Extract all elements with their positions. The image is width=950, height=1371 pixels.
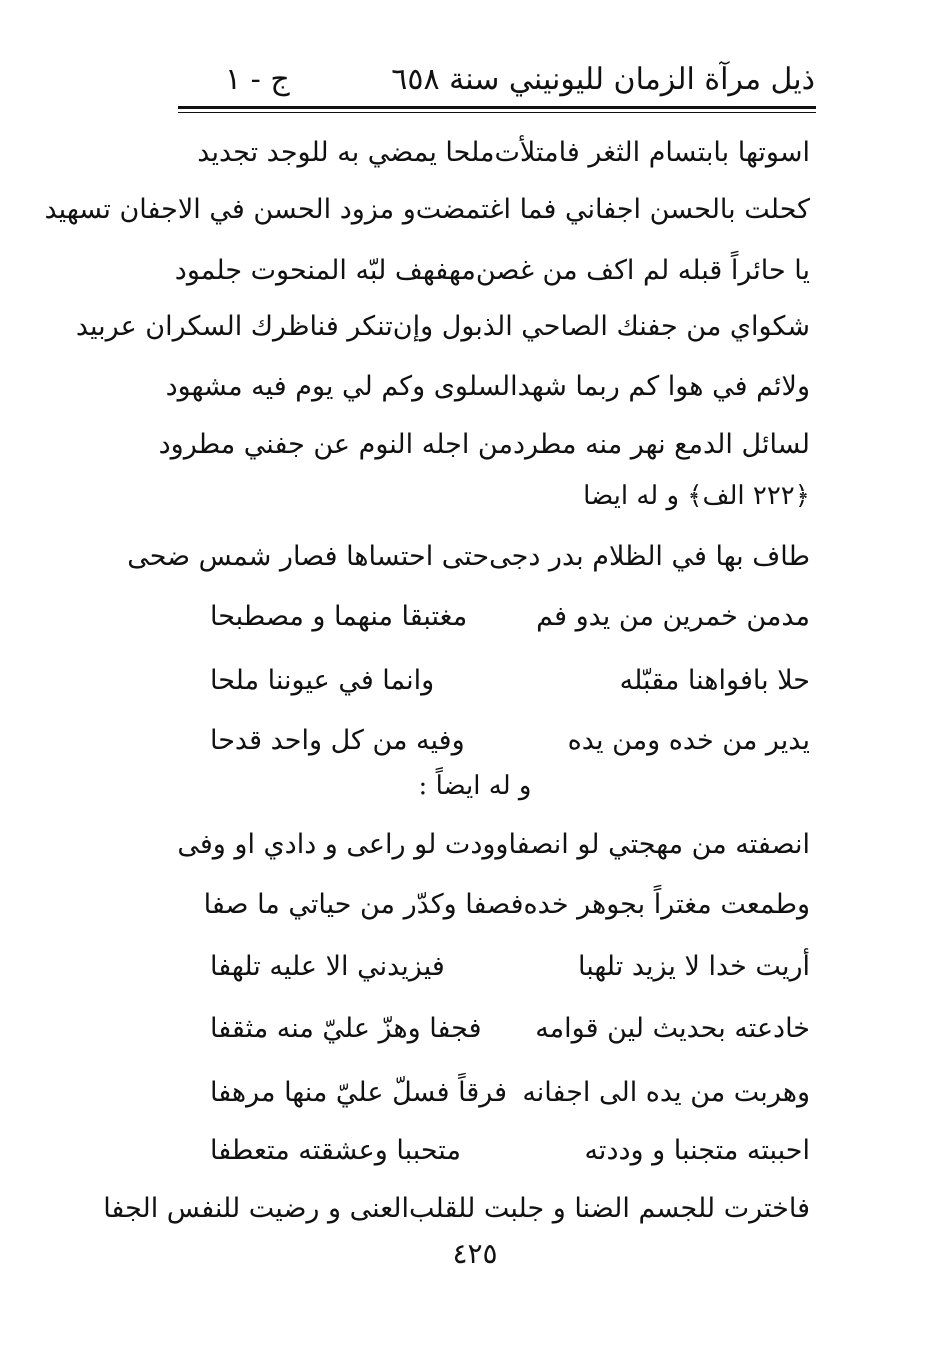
verse-line [210,656,810,706]
verse-first-half: طاف بها في الظلام بدر دجى [489,541,810,572]
verse-first-half: خادعته بحديث لين قوامه [535,1013,810,1044]
verse-line [165,362,810,412]
verse-second-half: ملحا يمضي به للوجد تجديد [197,137,495,168]
verse-line [210,592,810,642]
verse-second-half: و مزود الحسن في الاجفان تسهيد [44,194,416,225]
verse-line [158,420,810,470]
folio-caption-line [583,478,810,514]
verse-line [197,128,810,178]
header-rule-thin [178,112,816,113]
verse-line [210,1068,810,1118]
verse-first-half: يا حائراً قبله لم اكف من غصن [475,255,810,286]
folio-marker: ﴿٢٢٢ الف﴾ [687,481,810,511]
header-title: ذيل مرآة الزمان لليونيني سنة ٦٥٨ [391,62,815,97]
verse-first-half: انصفته من مهجتي لو انصفا [508,829,810,860]
verse-line [103,1184,810,1234]
section-caption: و له ايضاً : [418,771,532,801]
verse-line [75,302,810,352]
header-rule-thick [178,106,816,109]
verse-first-half: وهربت من يده الى اجفانه [522,1077,810,1108]
verse-first-half: فاخترت للجسم الضنا و جلبت للقلب [409,1193,810,1224]
verse-second-half: العنى و رضيت للنفس الجفا [103,1193,410,1224]
verse-first-half: وطمعت مغتراً بجوهر خده [523,889,810,920]
verse-second-half: تنكر فناظرك السكران عربيد [75,311,393,342]
verse-line [210,942,810,992]
verse-first-half: كحلت بالحسن اجفاني فما اغتمضت [415,194,810,225]
verse-first-half: احببته متجنبا و وددته [584,1135,810,1166]
verse-second-half: حتى احتساها فصار شمس ضحى [127,541,490,572]
verse-first-half: يدير من خده ومن يده [567,725,810,756]
verse-first-half: لسائل الدمع نهر منه مطرد [512,429,810,460]
verse-first-half: شكواي من جفنك الصاحي الذبول وإن [392,311,810,342]
verse-second-half: وفيه من كل واحد قدحا [210,725,465,756]
verse-line [127,532,810,582]
section-caption: و له ايضا [583,481,680,511]
verse-second-half: متحببا وعشقته متعطفا [210,1135,461,1166]
verse-second-half: من اجله النوم عن جفني مطرود [158,429,513,460]
running-header [215,62,815,102]
verse-second-half: فيزيدني الا عليه تلهفا [210,951,445,982]
verse-first-half: أريت خدا لا يزيد تلهبا [577,951,810,982]
verse-line [203,880,810,930]
verse-first-half: ولائم في هوا كم ربما شهد [517,371,810,402]
verse-second-half: مغتبقا منهما و مصطبحا [210,601,468,632]
header-volume: ج - ١ [225,62,290,97]
verse-first-half: حلا بافواهنا مقبّله [619,665,810,696]
verse-first-half: اسوتها بابتسام الثغر فامتلأت [494,137,810,168]
verse-second-half: فرقاً فسلّ عليّ منها مرهفا [210,1077,508,1108]
verse-line [210,1126,810,1176]
verse-line [210,1004,810,1054]
verse-second-half: وانما في عيوننا ملحا [210,665,435,696]
verse-second-half: فصفا وكدّر من حياتي ما صفا [203,889,524,920]
verse-line [174,246,810,296]
page-number: ٤٢٥ [452,1237,498,1270]
verse-second-half: مهفهف لبّه المنحوت جلمود [174,255,476,286]
verse-second-half: السلوى وكم لي يوم فيه مشهود [165,371,518,402]
verse-first-half: مدمن خمرين من يدو فم [536,601,810,632]
verse-line [210,716,810,766]
verse-second-half: فجفا وهزّ عليّ منه مثقفا [210,1013,482,1044]
verse-second-half: وودت لو راعى و دادي او وفى [177,829,509,860]
verse-line [44,185,810,235]
verse-line [177,820,810,870]
